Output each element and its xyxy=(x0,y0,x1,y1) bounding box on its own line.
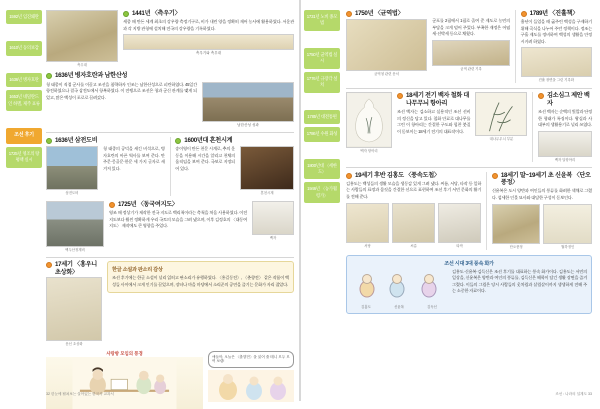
heading-gyunyeokbeop xyxy=(346,10,427,17)
bullet-icon xyxy=(109,202,115,208)
caption-honcheon-clock: 혼천시계 xyxy=(260,191,274,196)
body-porcelain: 조선 백자는 검소하고 실용적인 조선 선비의 정신을 담고 있다. 철화 안료로 대나무를 그린 이 항아리는 간결한 구도와 힘찬 붓질이 돋보이는 18세기 전기의 대표작이다. xyxy=(397,109,471,134)
heading-namhansanseong xyxy=(46,72,294,79)
image-moon-jar xyxy=(538,131,592,157)
rail-right-item-3[interactable]: 1785년 대전통편 xyxy=(304,110,340,124)
painter-label-2: 김득신 xyxy=(427,304,437,309)
timeline-rail-right xyxy=(304,10,340,379)
heading-jinhyul-text: 1789년 〈진휼책〉 xyxy=(529,10,579,17)
speech-bubble: 얘들아, 오늘은 〈춘향전〉을 읽어 줄 테니 모두 모여 보렴! xyxy=(208,351,294,369)
heading-jinhyul xyxy=(521,10,592,17)
caption-yunbok-2: 월하정인 xyxy=(561,245,575,250)
heading-kim-hongdo-text: 19세기 후반 김홍도 〈풍속도첩〉 xyxy=(355,171,440,179)
caption-yunbok-1: 단오풍정 xyxy=(509,245,523,250)
bullet-icon xyxy=(46,262,52,268)
illustration-pansori-scene xyxy=(208,370,294,402)
image-bamboo-detail xyxy=(475,92,527,136)
body-chugugi: 세종 때 만든 세계 최초의 강우량 측정기구로, 비가 내린 양을 정확히 재어 농사에 활용하였다. 서운관과 각 지방 관청에 설치해 전국의 강우량을 기록하였다. xyxy=(123,19,294,31)
page-gutter xyxy=(299,0,301,401)
body-namhansanseong: 청 태종이 직접 군사를 이끌고 조선을 침략하자 인조는 남한산성으로 피란하였다. 45일간 항전하였으나 결국 삼전도에서 항복하였다. 이 전쟁으로 조선은 청과 군신 관계를 맺게 되었고, 많은 백성이 포로로 끌려갔다. xyxy=(46,81,197,100)
thumb-row-yunbok xyxy=(492,204,592,249)
image-yunbok-2 xyxy=(543,204,592,244)
caption-bamboo-detail: 대나무무늬 부분 xyxy=(489,137,514,142)
sidebar-hangul-novel-body: 조선 후기에는 한글 소설이 널리 읽히고 판소리가 유행하였다. 〈홍길동전〉, 〈춘향전〉 같은 작품이 백성들 사이에서 크게 인기를 끌었으며, 장터나 마을 마당에서 소리꾼의 공연을 즐기는 문화가 자리 잡았다. xyxy=(112,275,289,287)
right-page xyxy=(300,0,600,401)
sidebar-hangul-novel-title: 한글 소설과 판소리 감상 xyxy=(112,267,163,274)
bullet-icon xyxy=(492,173,498,179)
image-hongdo-2 xyxy=(392,203,435,243)
divider xyxy=(346,88,592,89)
folio-right: 조선 : 나라의 설계도 33 xyxy=(555,392,592,396)
caption-gyunyeokbeop: 균역청 관련 문서 xyxy=(374,72,399,77)
divider-vertical xyxy=(170,137,171,196)
heading-dongguk-map xyxy=(109,201,247,208)
rail-item-3[interactable]: 1653년 네덜란드인 하멜, 제주 표류 xyxy=(6,90,42,111)
bullet-icon xyxy=(397,93,403,99)
image-gyunyeokbeop xyxy=(346,19,427,71)
painter-label-0: 김홍도 xyxy=(361,304,371,309)
caption-chugugi: 측우기와 측우대 xyxy=(195,51,222,56)
bullet-icon xyxy=(346,173,352,179)
body-gyunyeokbeop: 군포를 2필에서 1필로 줄여 준 제도로 농민의 부담을 크게 덜어 주었다. 부족한 재정은 어염세·선박세 등으로 채웠다. xyxy=(432,18,511,36)
caption-namhansanseong: 남한산성 성곽 xyxy=(237,122,259,127)
article-genre-paintings xyxy=(346,172,592,250)
scene-tagline: 사랑방 모임의 풍경 xyxy=(106,350,143,356)
caption-moon-jar: 백자 달항아리 xyxy=(554,157,576,162)
folio-left: 32 한눈에 펼쳐보는 살아있는 한국사 교과서 xyxy=(46,392,115,396)
divider xyxy=(46,257,294,258)
caption-gyunyeok-doc: 균역 관련 기록 xyxy=(460,66,482,71)
feature-box-title: 조선 시대 3대 풍속 화가 xyxy=(444,260,494,267)
image-honcheon-clock xyxy=(240,146,294,190)
rail-right-item-2[interactable]: 1776년 규장각 설치 xyxy=(304,72,340,93)
heading-moon-jar xyxy=(538,92,592,107)
article-row-top xyxy=(346,10,592,83)
painter-label-1: 신윤복 xyxy=(394,304,404,309)
image-namhansanseong xyxy=(202,82,294,122)
caption-samjeondo: 삼전도비 xyxy=(65,191,79,196)
three-painters-illustration xyxy=(351,269,447,299)
rail-item-era-late-joseon[interactable]: 조선 후기 xyxy=(6,128,42,144)
article-namhansanseong xyxy=(46,72,294,127)
divider xyxy=(46,132,294,133)
left-page xyxy=(0,0,300,401)
article-pair-monuments xyxy=(46,137,294,196)
heading-portrait xyxy=(46,261,102,276)
divider-vertical xyxy=(486,172,487,250)
feature-box-body: 김홍도·신윤복·김득신은 조선 후기를 대표하는 풍속 화가이다. 김홍도는 서민의 일상을, 신윤복은 양반과 여인의 풍류를, 김득신은 해학이 담긴 생활 장면을 즐겨 그렸다. 이들의 그림은 당시 사람들의 옷차림과 살림살이까지 생생하게 전해 주는 소중한 자료이다. xyxy=(452,268,587,294)
image-portrait xyxy=(46,277,102,341)
rail-item-0[interactable]: 1592년 임진왜란 xyxy=(6,10,42,24)
heading-honcheon-clock xyxy=(175,137,294,144)
bullet-icon xyxy=(123,11,129,17)
illustration-row xyxy=(46,351,294,409)
caption-hongdo-2: 씨름 xyxy=(410,244,417,249)
heading-samjeondo-text: 1636년 삼전도비 xyxy=(55,136,98,144)
thumb-row-hongdo xyxy=(346,203,481,248)
bullet-icon xyxy=(521,11,527,17)
image-gyunyeok-doc xyxy=(432,40,510,66)
rail-item-1[interactable]: 1610년 동의보감 xyxy=(6,41,42,55)
rail-right-item-5[interactable]: 1800년대 〈세한도〉 xyxy=(304,159,340,180)
heading-chugugi xyxy=(123,10,294,17)
image-chugugi-record xyxy=(123,34,294,50)
heading-namhansanseong-text: 1636년 병자호란과 남한산성 xyxy=(55,72,128,80)
heading-gyunyeokbeop-text: 1750년 〈균역법〉 xyxy=(355,10,404,17)
body-shin-yunbok: 신윤복은 도시 양반과 여인들의 풍류를 화려한 색채로 그렸다. 섬세한 인물 묘사와 대담한 구성이 돋보인다. xyxy=(491,188,592,200)
bullet-icon xyxy=(46,73,52,79)
heading-kim-hongdo xyxy=(346,172,481,179)
rail-right-item-1[interactable]: 1750년 균역법 실시 xyxy=(304,48,340,69)
heading-shin-yunbok-text: 18세기 말~19세기 초 신윤복 〈단오풍정〉 xyxy=(500,171,591,186)
caption-baekja-vase: 백자 항아리 xyxy=(360,149,378,154)
article-chugugi xyxy=(46,10,294,67)
heading-porcelain-text: 18세기 전기 백자 철화 대나무무늬 항아리 xyxy=(406,92,470,107)
bamboo-detail-svg xyxy=(476,93,526,135)
body-moon-jar: 조선 백자는 순백의 빛깔과 단정한 형태가 특징이다. 왕실과 사대부의 생활용기로 널리 쓰였다. xyxy=(538,109,592,128)
image-white-porcelain xyxy=(252,201,294,235)
rail-right-item-0[interactable]: 1731년 노비 종모법 xyxy=(304,10,340,31)
divider xyxy=(346,167,592,168)
heading-shin-yunbok xyxy=(492,172,592,187)
timeline-rail xyxy=(6,10,42,379)
baekja-vase-svg xyxy=(347,93,391,147)
image-yunbok-1 xyxy=(492,204,541,244)
caption-hongdo-3: 타작 xyxy=(456,244,463,249)
image-baekja-vase xyxy=(346,92,392,148)
heading-portrait-text: 17세기 〈홍우니 초상화〉 xyxy=(55,261,97,276)
pansori-scene-svg xyxy=(208,370,294,402)
rail-right-item-6[interactable]: 1946년 〈농가월령가〉 xyxy=(304,182,340,203)
heading-dongguk-map-text: 1725년 〈동국여지도〉 xyxy=(118,200,178,208)
heading-samjeondo xyxy=(46,137,165,144)
caption-portrait: 문신 초상화 xyxy=(65,342,83,347)
image-map-stele xyxy=(46,201,104,247)
body-honcheon-clock: 송이영이 만든 천문 시계로, 추의 운동을 이용해 시간을 알리고 천체의 움직임을 보여 준다. 국보로 지정되어 있다. xyxy=(175,146,235,171)
image-hongdo-3 xyxy=(438,203,481,243)
feature-box-three-painters xyxy=(346,255,592,314)
image-hongdo-1 xyxy=(346,203,389,243)
painter-labels xyxy=(351,304,447,309)
heading-moon-jar-text: 김소심그 제안 백자 xyxy=(547,92,590,107)
image-samjeondo xyxy=(46,146,98,190)
article-porcelain xyxy=(346,92,592,162)
caption-white-porcelain: 백자 xyxy=(269,235,277,240)
right-content-column xyxy=(346,10,592,314)
article-dongguk-map xyxy=(46,201,294,252)
sidebar-hangul-novel xyxy=(107,261,294,293)
heading-honcheon-clock-text: 1600년대 혼천시계 xyxy=(184,136,233,144)
image-chugugi-painting xyxy=(46,10,118,62)
body-samjeondo: 청 태종의 공덕을 새긴 비석으로, 병자호란의 아픈 역사를 보여 준다. 만주문·몽골문·한문 세 가지 글자로 새겨져 있다. xyxy=(103,146,165,171)
divider-vertical xyxy=(532,92,533,162)
bullet-icon xyxy=(46,138,52,144)
rail-item-2[interactable]: 1636년 병자호란 xyxy=(6,73,42,87)
caption-hongdo-1: 서당 xyxy=(364,244,371,249)
divider-vertical xyxy=(515,10,516,83)
caption-jinhyul: 진휼 장면을 그린 기록화 xyxy=(538,78,575,83)
bullet-icon xyxy=(346,11,352,17)
feature-box-content xyxy=(351,269,587,309)
body-kim-hongdo: 김홍도는 백성들의 생활 모습을 생동감 있게 그려 냈다. 씨름, 서당, 타작 등 일하는 사람들의 표정과 몸짓을 간결한 선으로 표현하여 조선 후기 서민 문화의 활기를 전해 준다. xyxy=(346,180,482,199)
caption-map-stele: 백두산정계비 xyxy=(65,247,85,252)
body-dongguk-map: 영조 때 정상기가 제작한 전국 지도로 백리척이라는 축척을 처음 사용하였다. 이전 지도보다 훨씬 정확하게 우리 국토의 모습을 그려 냈으며, 이후 김정호의 〈대동여지도〉 제작에도 큰 영향을 주었다. xyxy=(109,210,247,229)
body-jinhyul: 흉년이 들었을 때 굶주린 백성을 구제하기 위해 곡식을 나누어 주던 정책이다. 정조는 구휼 제도를 정비하여 백성의 생활을 안정시키려 하였다. xyxy=(520,19,592,44)
heading-porcelain xyxy=(397,92,470,107)
bullet-icon xyxy=(538,93,544,99)
bullet-icon xyxy=(175,138,181,144)
left-content-column xyxy=(46,10,294,409)
image-jinhyul xyxy=(521,47,592,77)
article-hangul-novel xyxy=(46,261,294,346)
caption-chugugi-painting: 측우대 xyxy=(77,63,87,67)
rail-right-item-4[interactable]: 1786년 수원 화성 xyxy=(304,127,340,141)
heading-chugugi-text: 1441년 〈측우기〉 xyxy=(132,10,181,17)
rail-item-5[interactable]: 1725년 영조의 탕평책 실시 xyxy=(6,147,42,168)
